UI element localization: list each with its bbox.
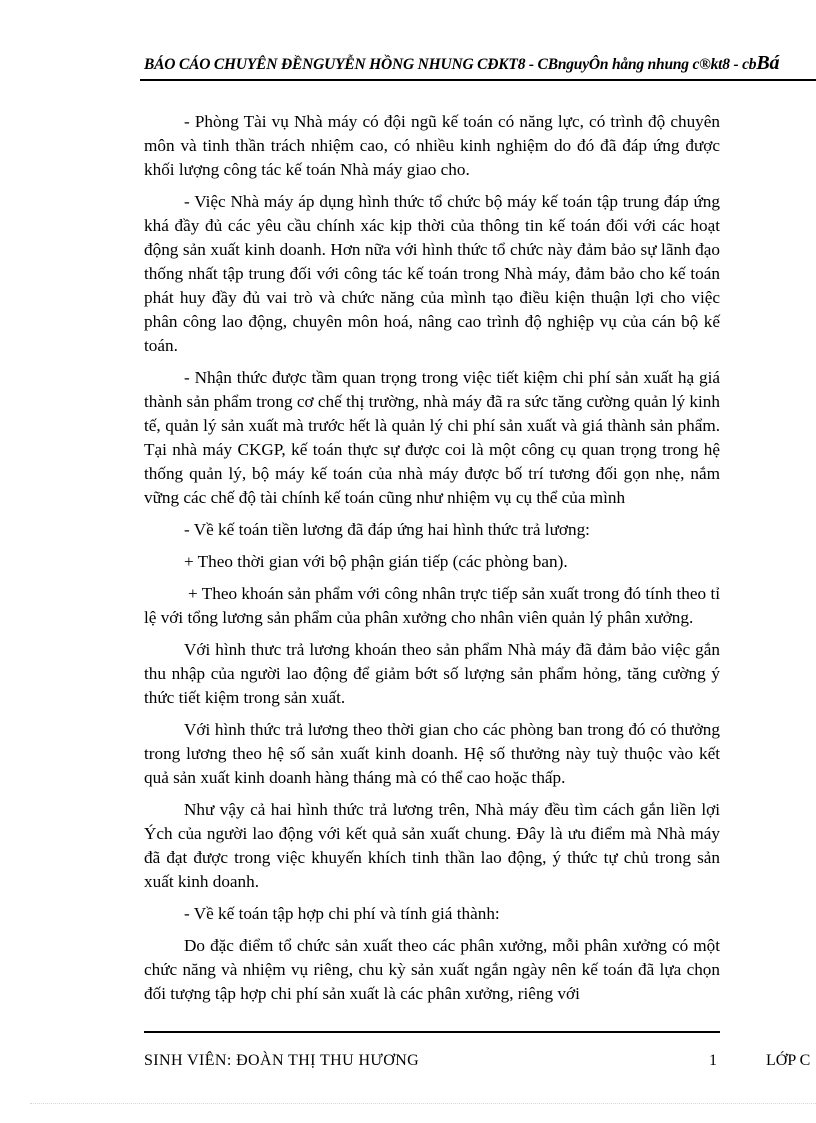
header-title-tail: Bá	[756, 52, 780, 74]
paragraph-production-organization: Do đặc điểm tổ chức sản xuất theo các phân xưởng, mỗi phân xưởng có một chức năng và nhiệm vụ riêng, chu kỳ sản xuất ngắn ngày nên kế toán đã lựa chọn đối tượng tập hợp chi phí sản xuất là các phân xưởng, riêng với	[144, 936, 720, 1003]
document-body	[144, 110, 720, 1014]
paragraph-both-forms: Như vậy cả hai hình thức trả lương trên, Nhà máy đều tìm cách gắn liền lợi Ých của người lao động với kết quả sản xuất chung. Đây là ưu điểm mà Nhà máy đã đạt được trong việc khuyến khích tinh thần lao động, ý thức tự chủ trong sản xuất kinh doanh.	[144, 800, 720, 891]
header-title: BÁO CÁO CHUYÊN ĐỀNGUYỄN HỒNG NHUNG CĐKT8 - CBnguyÔn hång nhung c®kt8 - cb	[144, 56, 757, 73]
footer-student-name: SINH VIÊN: ĐOÀN THỊ THU HƯƠNG	[144, 1052, 420, 1069]
header-divider	[140, 79, 816, 81]
paragraph-centralized-accounting: - Việc Nhà máy áp dụng hình thức tổ chức bộ máy kế toán tập trung đáp ứng khá đầy đủ các yêu cầu chính xác kịp thời của thông tin kế toán đối với các hoạt động sản xuất kinh doanh. Hơn nữa với hình thức tổ chức này đảm bảo sự lãnh đạo thống nhất tập trung đối với công tác kế toán trong Nhà máy, đảm bảo cho kế toán phát huy đầy đủ vai trò và chức năng của mình tạo điều kiện thuận lợi cho việc phân công lao động, chuyên môn hoá, nâng cao trình độ nghiệp vụ của cán bộ kế toán.	[144, 192, 720, 355]
footer-page-number: 1	[709, 1052, 717, 1069]
footer-divider	[144, 1031, 720, 1033]
page-header	[144, 52, 779, 75]
paragraph-cost-accounting: - Về kế toán tập hợp chi phí và tính giá thành:	[184, 904, 500, 923]
paragraph-wage-accounting: - Về kế toán tiền lương đã đáp ứng hai hình thức trả lương:	[184, 520, 590, 539]
paragraph-cost-saving: - Nhận thức được tầm quan trọng trong việc tiết kiệm chi phí sản xuất hạ giá thành sản phẩm trong cơ chế thị trường, nhà máy đã ra sức tăng cường quản lý kinh tế, quản lý sản xuất mà trước hết là quản lý chi phí sản xuất và giá thành sản phẩm. Tại nhà máy CKGP, kế toán thực sự được coi là một công cụ quan trọng trong hệ thống quản lý, bộ máy kế toán của nhà máy được bố trí tương đối gọn nhẹ, nắm vững các chế độ tài chính kế toán cũng như nhiệm vụ cụ thể của mình	[144, 368, 720, 507]
page-bottom-edge	[30, 1103, 816, 1104]
paragraph-time-pay-bonus: Với hình thức trả lương theo thời gian cho các phòng ban trong đó có thưởng trong lương theo hệ số sản xuất kinh doanh. Hệ số thưởng này tuỳ thuộc vào kết quả sản xuất kinh doanh hàng tháng mà có thể cao hoặc thấp.	[144, 720, 720, 787]
footer-class-label: LỚP C	[766, 1052, 811, 1069]
paragraph-piece-rate-pay: + Theo khoán sản phẩm với công nhân trực tiếp sản xuất trong đó tính theo tỉ lệ với tổng lương sản phẩm của phân xưởng cho nhân viên quản lý phân xưởng.	[144, 584, 720, 627]
paragraph-piece-rate-benefit: Với hình thưc trả lương khoán theo sản phẩm Nhà máy đã đảm bảo việc gắn thu nhập của người lao động để giảm bớt số lượng sản phẩm hỏng, tăng cường ý thức tiết kiệm trong sản xuất.	[144, 640, 720, 707]
paragraph-accounting-team: - Phòng Tài vụ Nhà máy có đội ngũ kế toán có năng lực, có trình độ chuyên môn và tinh thần trách nhiệm cao, có nhiều kinh nghiệm do đó đã đáp ứng được khối lượng công tác kế toán Nhà máy giao cho.	[144, 112, 720, 179]
paragraph-time-based-pay: + Theo thời gian với bộ phận gián tiếp (các phòng ban).	[184, 552, 568, 571]
